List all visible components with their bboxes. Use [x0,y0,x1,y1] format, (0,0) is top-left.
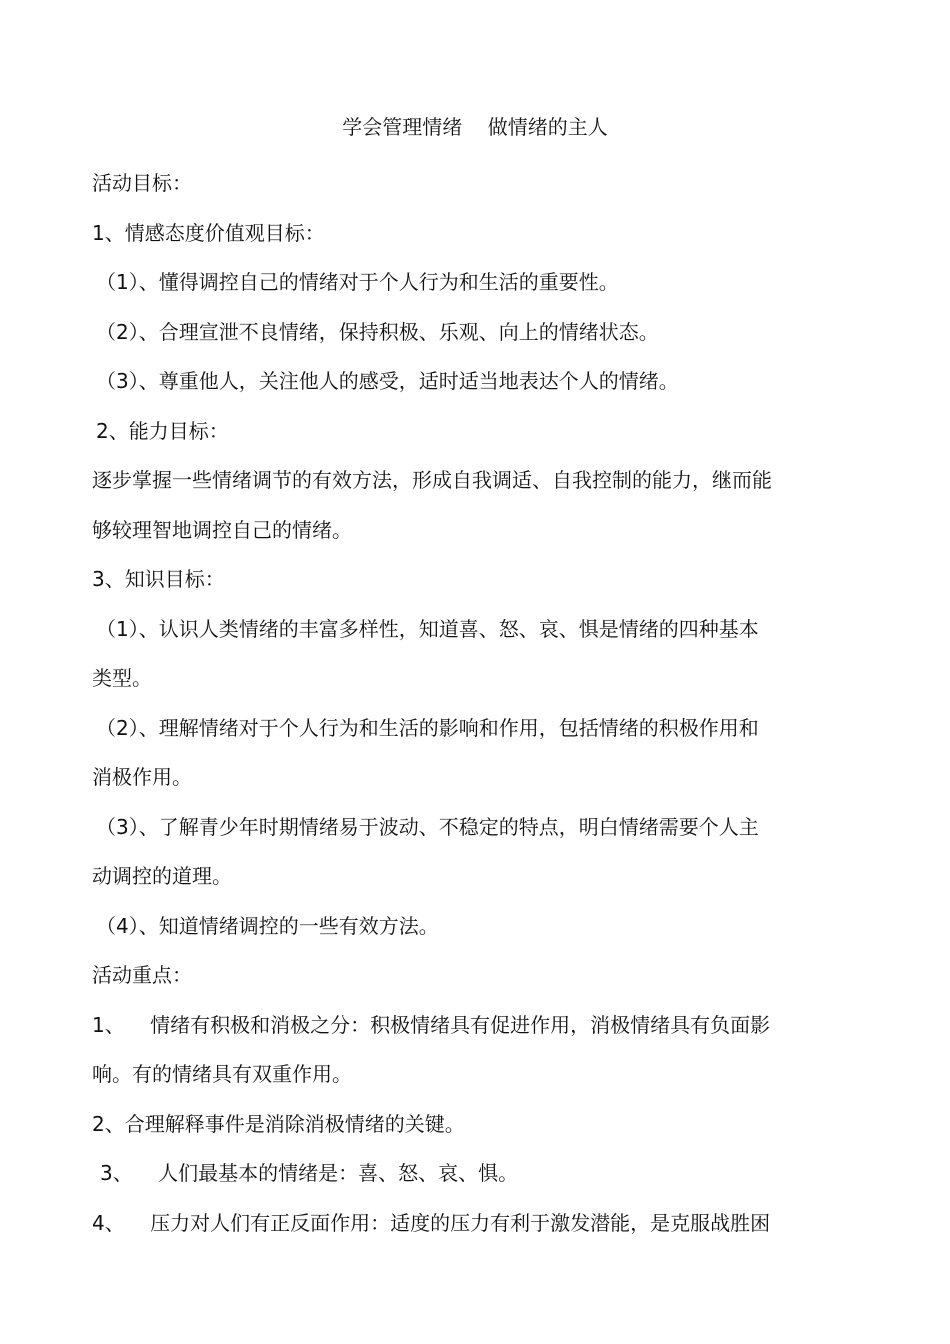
focus-item: 4、 压力对人们有正反面作用：适度的压力有利于激发潜能，是克服战胜困 [92,1210,771,1235]
goal-heading-knowledge: 3、知识目标： [92,567,225,591]
focus-item: 1、 情绪有积极和消极之分：积极情绪具有促进作用，消极情绪具有负面影 [92,1012,771,1037]
goal-item: （1）、懂得调控自己的情绪对于个人行为和生活的重要性。 [96,270,619,294]
goal-item: （4）、知道情绪调控的一些有效方法。 [96,913,439,938]
goal-heading-ability: 2、能力目标： [96,418,229,443]
paragraph-line: 动调控的道理。 [92,864,232,888]
goal-item: （2）、合理宣泄不良情绪，保持积极、乐观、向上的情绪状态。 [96,319,659,344]
focus-item: 2、合理解释事件是消除消极情绪的关键。 [92,1111,465,1136]
goal-item: （1）、认识人类情绪的丰富多样性，知道喜、怒、哀、惧是情绪的四种基本 [96,616,759,641]
document-title: 学会管理情绪 做情绪的主人 [342,115,608,139]
section-heading-activity-focus: 活动重点： [92,963,192,987]
goal-item: （3）、尊重他人，关注他人的感受，适时适当地表达个人的情绪。 [96,369,679,393]
focus-item: 3、 人们最基本的情绪是：喜、怒、哀、惧。 [100,1161,519,1185]
goal-heading-emotion-attitude: 1、情感态度价值观目标： [92,220,325,245]
paragraph-line: 响。有的情绪具有双重作用。 [92,1062,352,1086]
goal-item: （2）、理解情绪对于个人行为和生活的影响和作用，包括情绪的积极作用和 [96,715,759,740]
paragraph-line: 消极作用。 [92,765,192,789]
document-body [92,159,862,1248]
paragraph-line: 逐步掌握一些情绪调节的有效方法，形成自我调适、自我控制的能力，继而能 [92,468,772,492]
paragraph-line: 够较理智地调控自己的情绪。 [92,517,352,542]
paragraph-line: 类型。 [92,666,152,690]
section-heading-activity-goals: 活动目标： [92,171,192,195]
goal-item: （3）、了解青少年时期情绪易于波动、不稳定的特点，明白情绪需要个人主 [96,814,759,839]
